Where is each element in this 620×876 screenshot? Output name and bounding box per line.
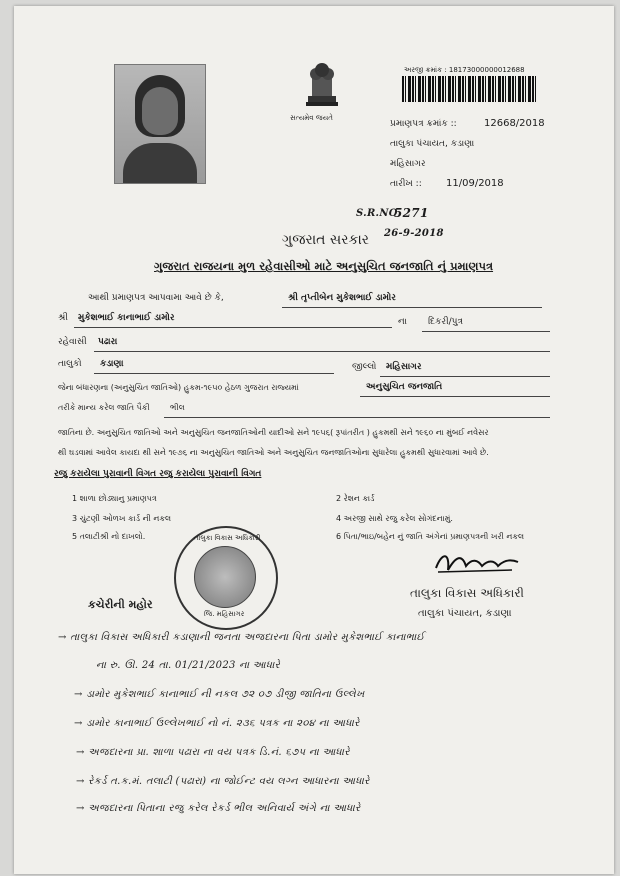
officer-office: તાલુકા પંચાયત, કડાણા — [418, 608, 512, 619]
taluka-value: કડાણા — [100, 359, 124, 369]
father-prefix: શ્રી — [58, 313, 68, 323]
proofs-heading: રજુ કરાયેલા પુરાવાની વિગત રજુ કરાયેલા પુરાવાની વિગત — [54, 469, 262, 479]
proof-item-4: 4 અરજી સાથે રજુ કરેલ સોગંદનામું. — [336, 514, 453, 523]
relation-prefix: ના — [398, 317, 407, 327]
relation: દિકરી/પુત્ર — [428, 317, 464, 327]
handwritten-note-6: → રેકર્ડ ત.ક.મં. તલાટી (પઢારા) ના જોઈન્ટ વય લગ્ન આધારના આધારે — [76, 776, 370, 787]
state-emblem-icon — [302, 56, 342, 116]
applicant-name: શ્રી તૃપ્તીબેન મુકેશભાઈ ડામોર — [288, 293, 396, 303]
resident-village: પઢારા — [98, 337, 118, 347]
proof-item-1: 1 શાળા છોડ્યાનુ પ્રમાણપત્ર — [72, 494, 157, 503]
government-heading: ગુજરાત સરકાર — [282, 232, 369, 248]
father-name: મુકેશભાઈ કાનાભાઈ ડામોર — [78, 313, 175, 323]
photo-body-shape — [123, 143, 197, 184]
taluka-label: તાલુકો — [58, 359, 82, 369]
proof-item-2: 2 રેશન કાર્ડ — [336, 494, 375, 503]
officer-title: તાલુકા વિકાસ અધિકારી — [410, 586, 524, 600]
intro-text: આથી પ્રમાણપત્ર આપવામા આવે છે કે, — [88, 293, 224, 303]
photo-face-shape — [142, 87, 178, 135]
resident-underline — [94, 351, 550, 352]
sr-no: 5271 — [394, 206, 429, 220]
applicant-underline — [282, 307, 542, 308]
paragraph-line-1: જાતિના છે. અનુસુચિત જાતિઓ અને અનુસુચિત જનજાતિઓની યાદીઓ સને ૧૯૫૬( રૂપાંતરીત ) હુકમથી સને ૧૯૬૦ ના મુંબઈ નવેસર — [58, 428, 489, 437]
certificate-no: 12668/2018 — [484, 118, 545, 129]
issuing-district: મહિસાગર — [390, 159, 426, 169]
applicant-photo — [114, 64, 206, 184]
proof-item-5: 5 તલાટીશ્રી નો દાખલો. — [72, 532, 146, 541]
proof-item-6: 6 પિતા/ભાઇ/બહેન નું જાતિ અંગેનાં પ્રમાણપત્રની ખરી નકલ — [336, 532, 525, 541]
handwritten-note-2: ના રુ. ઊ. 24 તા. 01/21/2023 ના આધારે — [96, 660, 281, 671]
seal-emblem-icon — [194, 546, 256, 608]
seal-bottom-text: જિ. મહિસાગર — [204, 610, 245, 618]
sr-no-label: S.R.NO — [356, 208, 398, 219]
emblem-motto: સત્યમેવ જયતે — [290, 114, 333, 122]
date-label: તારીખ :: — [390, 179, 422, 189]
resident-label: રહેવાસી — [58, 337, 87, 347]
officer-signature-icon — [432, 548, 522, 578]
seal-top-text: તાલુકા વિકાસ અધિકારી — [194, 534, 261, 542]
recognized-text: તરીકે માન્ય કરેલ જાતિ પૈકી — [58, 403, 150, 412]
constitution-text: જેના બંધારણના (અનુસુચિત જાતિઓ) હુકમ-૧૯૫૦ હેઠળ ગુજરાત રાજ્યમાં — [58, 383, 299, 392]
certificate-no-label: પ્રમાણપત્ર ક્રમાંક :: — [390, 119, 457, 129]
certificate-title: ગુજરાત રાજયના મુળ રહેવાસીઓ માટે અનુસુચિત જનજાતિ નું પ્રમાણપત્ર — [154, 259, 494, 273]
issuing-office: તાલુકા પંચાયત, કડાણા — [390, 139, 475, 149]
office-seal-label: કચેરીની મહોર — [88, 598, 153, 611]
constitution-value: અનુસુચિત જનજાતિ — [366, 382, 443, 392]
handwritten-note-4: → ડામોર કાનાભાઈ ઉલ્લેખભાઈ નો નં. ૨૩૬ પત્રક ના ૨૦૪ ના આધારે — [74, 718, 360, 729]
application-number: અરજી ક્રમાંક : 18173000000012688 — [404, 66, 525, 74]
district-underline — [380, 376, 550, 377]
paragraph-line-2: થી ઘડવામાં આવેલ કાયદા થી સને ૧૯૭૬ ના અનુસુચિત જાતિઓ અને અનુસુચિત જનજાતિઓના સુધારેલા હુકમથી સુધારવામાં આવે છે. — [58, 448, 489, 457]
tribe-underline — [164, 417, 550, 418]
handwritten-note-3: → ડામોર મુકેશભાઈ કાનાભાઈ ની નકલ ૭૨ ૦૭ ડીજી જાતિના ઉલ્લેખ — [74, 689, 365, 700]
sr-date: 26-9-2018 — [384, 228, 444, 239]
proof-item-3: 3 ચુંટણી ઓળખ કાર્ડ ની નકલ — [72, 514, 172, 523]
office-seal-stamp — [174, 526, 278, 630]
district-label: જીલ્લો — [352, 362, 377, 372]
certificate-sheet — [14, 6, 614, 874]
tribe-value: ભીલ — [170, 403, 185, 412]
handwritten-note-1: → તાલુકા વિકાસ અધિકારી કડાણાની જનતા અજદારના પિતા ડામોર મુકેશભાઈ કાનાભાઈ — [58, 632, 425, 643]
district-value: મહિસાગર — [386, 362, 422, 372]
father-underline — [74, 327, 392, 328]
constitution-underline — [360, 396, 550, 397]
handwritten-note-7: → અજદારના પિતાના રજુ કરેલ રેકર્ડ ભીલ અનિવાર્ય અંગે ના આધારે — [76, 803, 361, 814]
handwritten-note-5: → અજદારના પ્રા. શાળા પઢારા ના વય પત્રક ડિ.નં. ૬૭૫ ના આધારે — [76, 747, 350, 758]
barcode — [402, 76, 537, 102]
issue-date: 11/09/2018 — [446, 178, 504, 189]
relation-underline — [422, 331, 550, 332]
taluka-underline — [94, 373, 334, 374]
